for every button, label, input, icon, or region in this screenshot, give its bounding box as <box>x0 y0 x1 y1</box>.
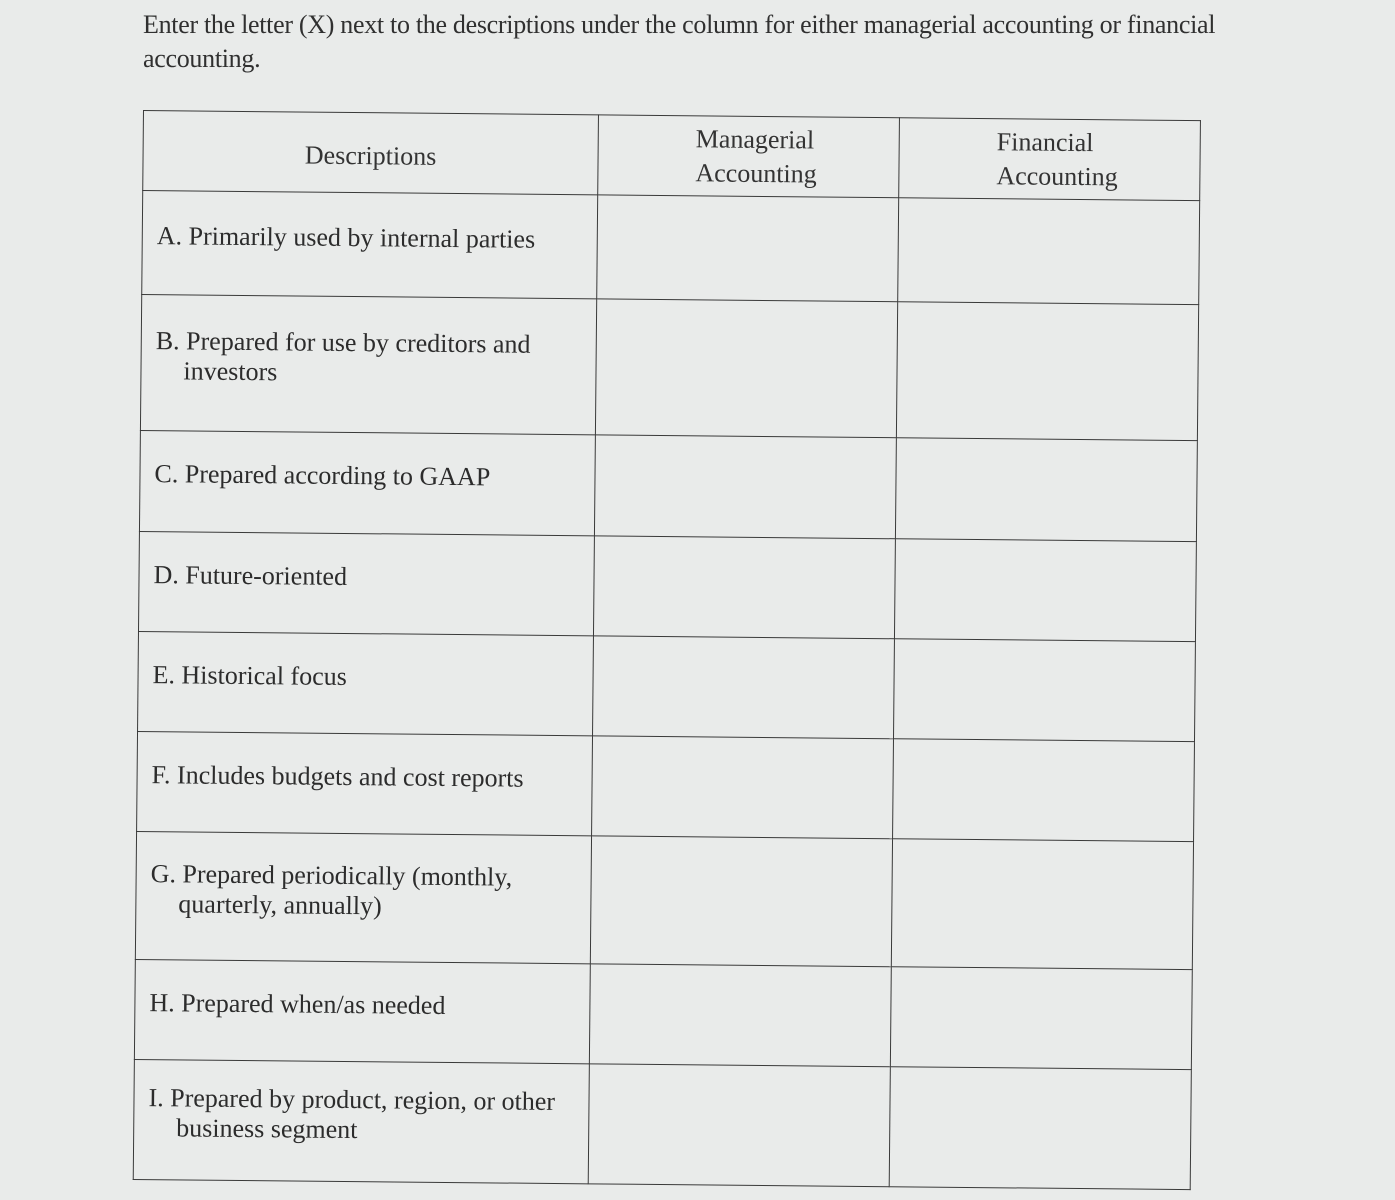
description-cell <box>140 294 596 434</box>
managerial-answer-cell[interactable] <box>597 195 899 302</box>
table-row <box>139 430 1197 541</box>
financial-answer-cell[interactable] <box>896 302 1198 441</box>
header-row <box>143 111 1201 201</box>
accounting-table <box>133 110 1201 1190</box>
financial-answer-cell[interactable] <box>889 1067 1191 1190</box>
financial-answer[interactable] <box>891 1107 1189 1150</box>
description-text: Prepared by product, region, or other business segment <box>170 1082 556 1144</box>
description-letter: F. <box>151 759 171 789</box>
managerial-answer[interactable] <box>597 347 895 390</box>
description-cell <box>137 731 593 835</box>
financial-answer-cell[interactable] <box>890 967 1192 1070</box>
financial-answer[interactable] <box>895 669 1193 712</box>
table-row <box>133 1059 1191 1189</box>
description-text: Prepared for use by creditors and investors <box>183 325 531 386</box>
descriptions-header-label: Descriptions <box>304 140 437 171</box>
managerial-answer-cell[interactable] <box>593 536 895 639</box>
managerial-answer-cell[interactable] <box>589 964 891 1067</box>
description-text: Future-oriented <box>185 559 348 591</box>
description-cell <box>133 1059 589 1183</box>
financial-answer[interactable] <box>897 468 1195 511</box>
description-cell <box>138 531 594 635</box>
description-text: Includes budgets and cost reports <box>176 759 524 793</box>
financial-answer-cell[interactable] <box>898 198 1200 305</box>
financial-header-line2: Accounting <box>996 160 1118 191</box>
description-letter: A. <box>156 220 183 250</box>
description-cell <box>139 430 595 535</box>
managerial-answer-cell[interactable] <box>590 836 892 967</box>
description-letter: D. <box>153 559 179 589</box>
description-letter: H. <box>149 987 175 1017</box>
financial-answer[interactable] <box>896 569 1194 612</box>
description-text: Primarily used by internal parties <box>188 220 536 254</box>
table-row <box>140 294 1198 440</box>
financial-answer[interactable] <box>893 883 1191 926</box>
table-row <box>138 631 1196 741</box>
managerial-header-line1: Managerial <box>695 123 815 154</box>
table-row <box>138 531 1196 641</box>
description-text: Prepared according to GAAP <box>184 459 491 492</box>
financial-answer-cell[interactable] <box>891 839 1193 970</box>
description-cell <box>142 191 598 299</box>
managerial-answer[interactable] <box>593 766 891 809</box>
description-letter: C. <box>154 459 179 489</box>
description-cell <box>135 831 591 963</box>
financial-answer-cell[interactable] <box>893 639 1195 742</box>
financial-accounting-header <box>899 118 1201 201</box>
table-row <box>142 191 1200 305</box>
description-letter: G. <box>150 858 177 888</box>
table-row <box>135 831 1193 969</box>
table-row <box>137 731 1195 841</box>
financial-answer-cell[interactable] <box>894 539 1196 642</box>
worksheet <box>133 110 1203 1200</box>
financial-answer[interactable] <box>900 230 1198 273</box>
managerial-answer-cell[interactable] <box>595 299 897 438</box>
managerial-answer[interactable] <box>596 465 894 508</box>
description-text: Historical focus <box>181 659 347 691</box>
description-cell <box>138 631 594 735</box>
description-letter: B. <box>155 325 180 355</box>
managerial-answer[interactable] <box>594 666 892 709</box>
managerial-answer-cell[interactable] <box>592 736 894 839</box>
table-row <box>134 959 1192 1069</box>
descriptions-header <box>143 111 599 195</box>
managerial-answer-cell[interactable] <box>594 435 896 539</box>
instructions-text: Enter the letter (X) next to the descriptions under the column for either managerial accounting or financial accounting. <box>143 10 1216 73</box>
description-text: Prepared periodically (monthly, quarterly, annually) <box>178 858 513 920</box>
managerial-answer[interactable] <box>599 227 897 270</box>
managerial-answer[interactable] <box>592 880 890 923</box>
description-text: Prepared when/as needed <box>181 987 446 1020</box>
financial-answer[interactable] <box>898 350 1196 393</box>
managerial-answer[interactable] <box>595 566 893 609</box>
description-letter: E. <box>152 659 176 689</box>
financial-answer[interactable] <box>894 769 1192 812</box>
description-letter: I. <box>148 1082 164 1112</box>
financial-header-line1: Financial <box>996 126 1094 157</box>
managerial-answer-cell[interactable] <box>593 636 895 739</box>
managerial-answer[interactable] <box>590 1104 888 1147</box>
financial-answer[interactable] <box>892 997 1190 1040</box>
managerial-answer-cell[interactable] <box>588 1064 890 1187</box>
managerial-header-line2: Accounting <box>695 157 817 188</box>
managerial-accounting-header <box>598 115 900 198</box>
financial-answer-cell[interactable] <box>893 739 1195 842</box>
managerial-answer[interactable] <box>591 994 889 1037</box>
description-cell <box>134 959 590 1063</box>
financial-answer-cell[interactable] <box>895 438 1197 542</box>
